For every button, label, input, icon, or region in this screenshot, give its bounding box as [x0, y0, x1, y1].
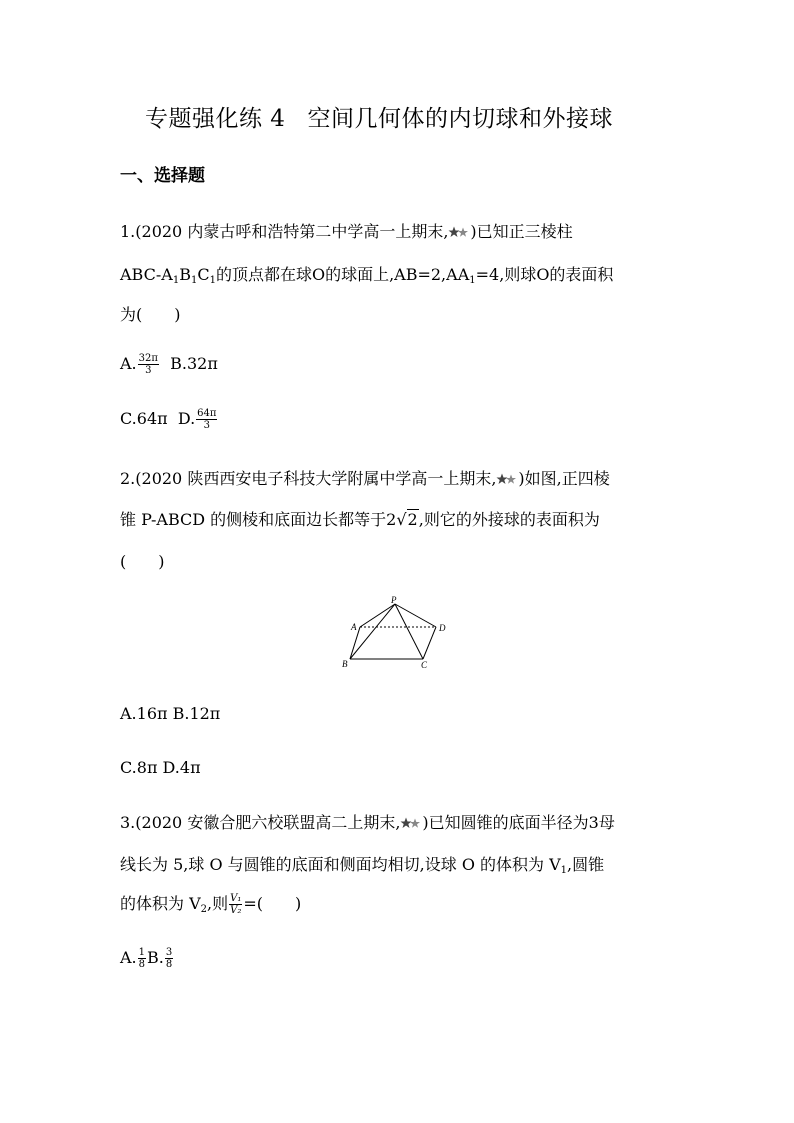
label-p: P [391, 595, 397, 605]
difficulty-star-icon [496, 472, 518, 486]
q1-optD-fraction: $\frac{64\pi}{3}$ [197, 408, 217, 431]
q2-options-cd: C.8π D.4π [120, 758, 201, 777]
q1-line3: 为( ) [120, 305, 181, 324]
sqrt-symbol: √2 [396, 510, 418, 529]
q1-optA-fraction: $\frac{32\pi}{3}$ [138, 353, 158, 376]
pyramid-figure [340, 595, 460, 675]
q3-optA-fraction: $\frac{1}{8}$ [138, 947, 146, 970]
q1-options-ab: A. $\frac{32\pi}{3}$ B.32π [120, 353, 218, 376]
q1-line1: 1.(2020 内蒙古呼和浩特第二中学高一上期末, )已知正三棱柱 [120, 222, 573, 241]
title-part1: 专题强化练 4 [145, 106, 286, 132]
title-part2: 空间几何体的内切球和外接球 [307, 106, 613, 132]
q3-volume-ratio-fraction: $\frac{\text{V₁}}{\text{V₂}}$ [230, 893, 242, 916]
q2-line3: ( ) [120, 552, 165, 571]
q3-line1: 3.(2020 安徽合肥六校联盟高二上期末, )已知圆锥的底面半径为3母 [120, 813, 615, 832]
q1-line2: ABC-$A_1B_1C_1$的顶点都在球O的球面上$,AB=2,AA_1=4$,则球O的表面积 [120, 265, 614, 286]
difficulty-star-icon [400, 816, 422, 830]
label-c: C [421, 660, 428, 670]
q2-line2: 锥 P-ABCD 的侧棱和底面边长都等于2√2,则它的外接球的表面积为 [120, 510, 600, 529]
q1-options-cd: C.64π D. $\frac{64\pi}{3}$ [120, 408, 217, 431]
difficulty-star-icon [448, 225, 470, 239]
section-heading: 一、选择题 [120, 166, 205, 186]
q2-options-ab: A.16π B.12π [120, 704, 221, 723]
page-title [145, 100, 613, 133]
q2-line1: 2.(2020 陕西西安电子科技大学附属中学高一上期末, )如图,正四棱 [120, 469, 610, 488]
label-b: B [342, 659, 348, 669]
label-a: A [351, 622, 357, 632]
q3-options-ab: A. $\frac{1}{8}$ B. $\frac{3}{8}$ [120, 947, 173, 970]
q3-optB-fraction: $\frac{3}{8}$ [165, 947, 173, 970]
q3-line2: 线长为 5,球 O 与圆锥的底面和侧面均相切,设球 O 的体积为 $V_1$,圆锥 [120, 855, 605, 876]
q3-line3: 的体积为 $V_2$,则 $\frac{\text{V₁}}{\text{V₂}}$ =( ) [120, 893, 302, 916]
label-d: D [439, 623, 446, 633]
